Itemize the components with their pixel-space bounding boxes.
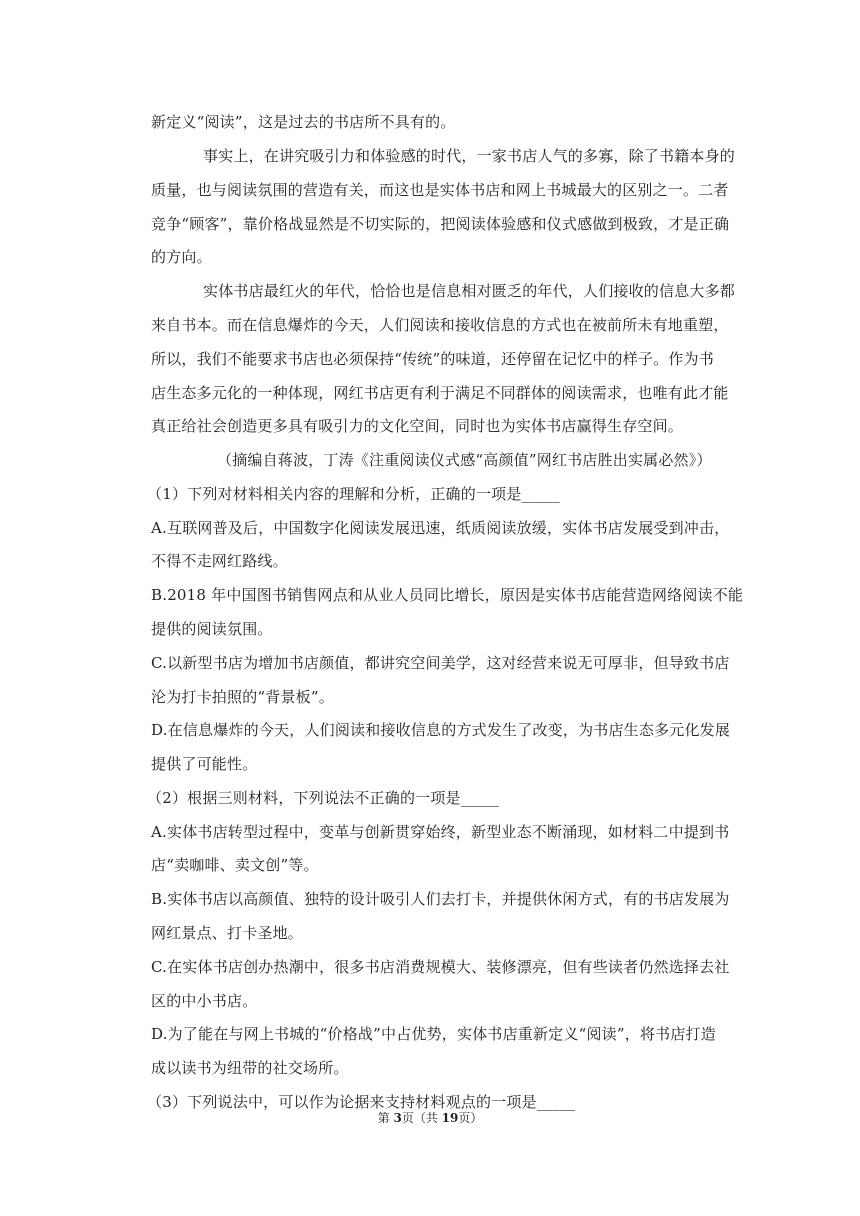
- option-line: C.在实体书店创办热潮中，很多书店消费规模大、装修漂亮，但有些读者仍然选择去社: [151, 958, 730, 976]
- paragraph-line: 真正给社会创造更多具有吸引力的文化空间，同时也为实体书店赢得生存空间。: [151, 417, 684, 435]
- option-line: A.互联网普及后，中国数字化阅读发展迅速，纸质阅读放缓，实体书店发展受到冲击，: [151, 519, 730, 537]
- option-line: B.实体书店以高颜值、独特的设计吸引人们去打卡，并提供休闲方式，有的书店发展为: [151, 890, 730, 908]
- option-line: 不得不走网红路线。: [151, 552, 288, 570]
- paragraph-line: 实体书店最红火的年代，恰恰也是信息相对匮乏的年代，人们接收的信息大多都: [203, 282, 736, 300]
- footer-middle: 页（共: [401, 1111, 442, 1125]
- option-line: B.2018 年中国图书销售网点和从业人员同比增长，原因是实体书店能营造网络阅读不能: [151, 586, 744, 604]
- paragraph-line: 的方向。: [151, 248, 212, 266]
- paragraph-line: 质量，也与阅读氛围的营造有关，而这也是实体书店和网上书城最大的区别之一。二者: [151, 181, 729, 199]
- option-line: 店“卖咖啡、卖文创”等。: [151, 856, 319, 874]
- option-line: 网红景点、打卡圣地。: [151, 924, 304, 942]
- question-2: （2）根据三则材料，下列说法不正确的一项是_____: [147, 789, 500, 807]
- page-footer: [0, 1110, 860, 1126]
- option-line: 区的中小书店。: [151, 992, 258, 1010]
- option-line: 成以读书为纽带的社交场所。: [151, 1059, 349, 1077]
- option-line: 沦为打卡拍照的“背景板”。: [151, 688, 334, 706]
- question-3: （3）下列说法中，可以作为论据来支持材料观点的一项是_____: [147, 1093, 576, 1111]
- paragraph-line: 新定义“阅读”，这是过去的书店所不具有的。: [151, 113, 456, 131]
- option-line: D.为了能在与网上书城的“价格战”中占优势，实体书店重新定义“阅读”，将书店打造: [151, 1025, 716, 1043]
- option-line: A.实体书店转型过程中，变革与创新贯穿始终，新型业态不断涌现，如材料二中提到书: [151, 823, 730, 841]
- paragraph-line: 所以，我们不能要求书店也必须保持“传统”的味道，还停留在记忆中的样子。作为书: [151, 350, 714, 368]
- option-line: 提供的阅读氛围。: [151, 620, 273, 638]
- option-line: D.在信息爆炸的今天，人们阅读和接收信息的方式发生了改变，为书店生态多元化发展: [151, 721, 731, 739]
- question-1: （1）下列对材料相关内容的理解和分析，正确的一项是_____: [147, 485, 561, 503]
- footer-prefix: 第: [377, 1111, 394, 1125]
- footer-suffix: 页）: [458, 1111, 483, 1125]
- paragraph-line: 事实上，在讲究吸引力和体验感的时代，一家书店人气的多寡，除了书籍本身的: [203, 147, 736, 165]
- source-citation: （摘编自蒋波，丁涛《注重阅读仪式感“高颜值”网红书店胜出实属必然》）: [217, 451, 712, 469]
- paragraph-line: 来自书本。而在信息爆炸的今天，人们阅读和接收信息的方式也在被前所未有地重塑，: [151, 316, 729, 334]
- footer-total-pages: 19: [441, 1111, 459, 1125]
- paragraph-line: 竞争“顾客”，靠价格战显然是不切实际的，把阅读体验感和仪式感做到极致，才是正确: [151, 215, 730, 233]
- paragraph-line: 店生态多元化的一种体现，网红书店更有利于满足不同群体的阅读需求，也唯有此才能: [151, 384, 729, 402]
- option-line: 提供了可能性。: [151, 755, 258, 773]
- footer-page-number: 3: [393, 1111, 402, 1125]
- option-line: C.以新型书店为增加书店颜值，都讲究空间美学，这对经营来说无可厚非，但导致书店: [151, 654, 730, 672]
